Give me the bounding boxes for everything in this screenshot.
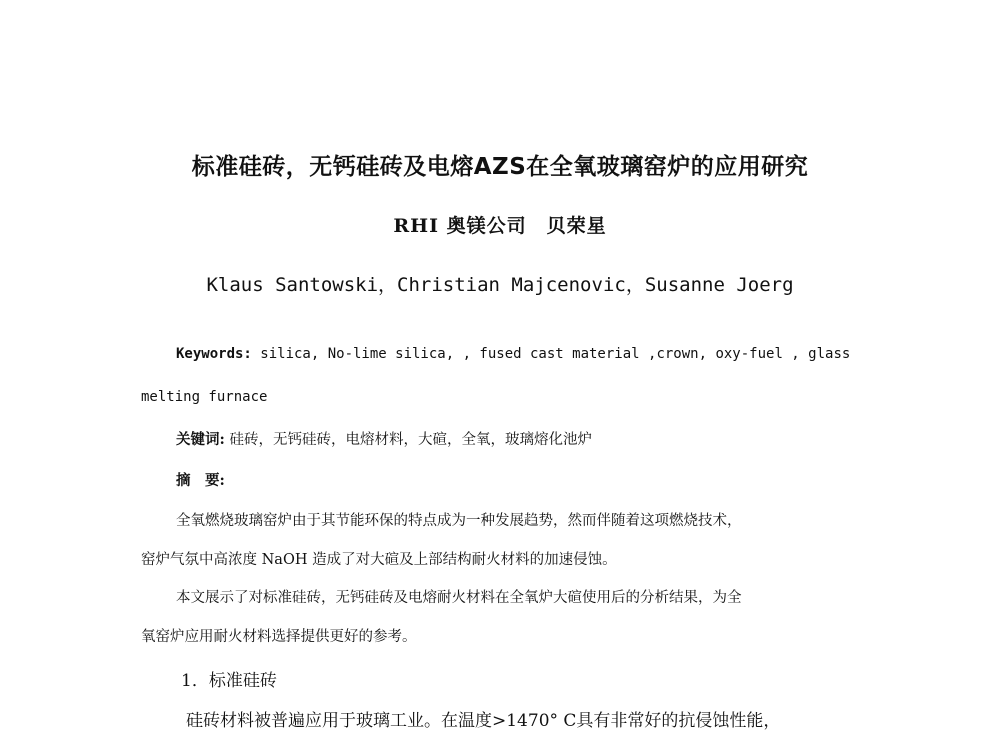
abstract-paragraph-1-line-1: 全氧燃烧玻璃窑炉由于其节能环保的特点成为一种发展趋势，然而伴随着这项燃烧技术， <box>176 513 742 529</box>
keywords-en-text: silica, No-lime silica, , fused cast material ,crown, oxy-fuel , glass <box>251 346 851 362</box>
keywords-cn-label: 关键词: <box>176 431 225 448</box>
paper-authors: Klaus Santowski，Christian Majcenovic，Susanne Joerg <box>206 274 794 296</box>
abstract-paragraph-2-line-1: 本文展示了对标准硅砖，无钙硅砖及电熔耐火材料在全氧炉大碹使用后的分析结果，为全 <box>176 590 742 606</box>
section-1-line-1: 硅砖材料被普遍应用于玻璃工业。在温度>1470° C具有非常好的抗侵蚀性能， <box>186 711 781 731</box>
paper-title: 标准硅砖，无钙硅砖及电熔AZS在全氧玻璃窑炉的应用研究 <box>191 154 809 180</box>
keywords-cn-line <box>176 428 871 449</box>
paper-affiliation: RHI 奥镁公司 贝荣星 <box>393 215 607 237</box>
abstract-heading: 摘 要: <box>176 472 225 489</box>
keywords-en-continuation: melting furnace <box>141 389 268 405</box>
abstract-paragraph-1-line-2: 窑炉气氛中高浓度 NaOH 造成了对大碹及上部结构耐火材料的加速侵蚀。 <box>141 552 617 568</box>
section-1-heading: 1．标准硅砖 <box>181 671 277 691</box>
keywords-cn-text: 硅砖，无钙硅砖，电熔材料，大碹，全氧，玻璃熔化池炉 <box>224 432 592 448</box>
abstract-paragraph-2-line-2: 氧窑炉应用耐火材料选择提供更好的参考。 <box>141 629 417 645</box>
keywords-en-line <box>176 346 871 362</box>
keywords-en-label: Keywords: <box>176 346 252 362</box>
